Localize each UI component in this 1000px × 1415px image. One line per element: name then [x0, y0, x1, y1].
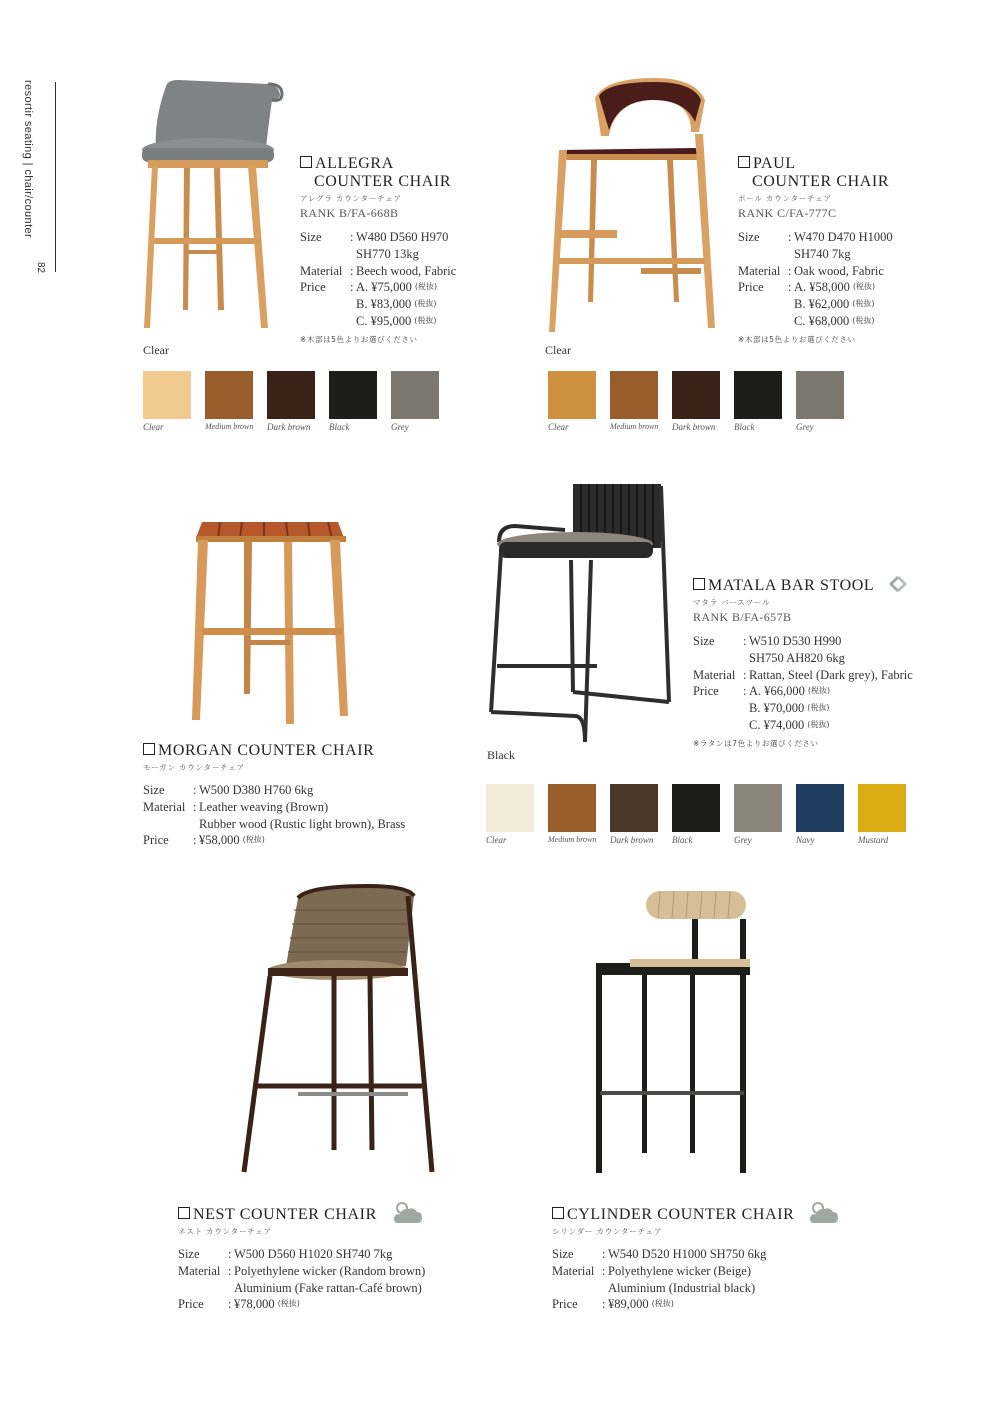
cylinder-title: CYLINDER COUNTER CHAIR: [552, 1206, 852, 1224]
swatch-medium-brown: [205, 371, 253, 419]
nest-kana: ネスト カウンターチェア: [178, 1227, 272, 1236]
running-header: resortir seating | chair/counter: [22, 80, 34, 239]
paul-chair-image: [545, 70, 725, 340]
swatch-label: Black: [329, 422, 350, 432]
allegra-info: [300, 155, 490, 345]
paul-note: ※木部は5色よりお選びください: [738, 334, 856, 344]
outdoor-weather-icon: [808, 1199, 840, 1225]
matala-rank: RANK B/FA-657B: [693, 610, 792, 624]
swatch-dark-brown: [267, 371, 315, 419]
paul-image-caption: Clear: [545, 343, 571, 357]
matala-title: MATALA BAR STOOL: [693, 577, 973, 595]
checkbox-icon: [178, 1207, 190, 1219]
swatch-label: Grey: [734, 835, 752, 845]
swatch-dark-brown: [610, 784, 658, 832]
swatch-clear: [548, 371, 596, 419]
page-number: 82: [35, 262, 46, 274]
matala-note: ※ラタンは7色よりお選びください: [693, 738, 819, 748]
checkbox-icon: [693, 578, 705, 590]
allegra-specs: Size : W480 D560 H970 SH770 13kg Material : Beech wood, Fabric Price : A. ¥75,000 (税抜) B. ¥83,000 (税抜) C. ¥95,000 (税抜): [300, 230, 457, 328]
swatch-dark-brown: [672, 371, 720, 419]
swatch-label: Medium brown: [205, 422, 254, 431]
swatch-label: Clear: [548, 422, 569, 432]
swatch-grey: [796, 371, 844, 419]
swatch-black: [329, 371, 377, 419]
morgan-chair-image: [180, 510, 360, 730]
stackable-arrows-icon: [885, 572, 911, 596]
allegra-image-caption: Clear: [143, 343, 169, 357]
checkbox-icon: [143, 743, 155, 755]
paul-kana: ポール カウンターチェア: [738, 194, 832, 203]
swatch-black: [734, 371, 782, 419]
nest-title: NEST COUNTER CHAIR: [178, 1206, 478, 1224]
swatch-black: [672, 784, 720, 832]
checkbox-icon: [300, 156, 312, 168]
nest-info: [178, 1206, 478, 1313]
swatch-label: Grey: [796, 422, 814, 432]
matala-info: [693, 577, 973, 749]
side-rule: [55, 82, 56, 272]
outdoor-weather-icon: [392, 1199, 424, 1225]
allegra-note: ※木部は5色よりお選びください: [300, 334, 418, 344]
allegra-kana: アレグラ カウンターチェア: [300, 194, 402, 203]
morgan-kana: モーガン カウンターチェア: [143, 763, 245, 772]
swatch-label: Medium brown: [548, 835, 597, 844]
swatch-label: Clear: [143, 422, 164, 432]
paul-info: [738, 155, 948, 345]
swatch-label: Dark brown: [610, 835, 654, 845]
swatch-grey: [734, 784, 782, 832]
swatch-label: Navy: [796, 835, 815, 845]
paul-rank: RANK C/FA-777C: [738, 206, 837, 220]
swatch-mustard: [858, 784, 906, 832]
checkbox-icon: [738, 156, 750, 168]
swatch-label: Black: [734, 422, 755, 432]
morgan-title: MORGAN COUNTER CHAIR: [143, 742, 443, 760]
matala-kana: マタラ バースツール: [693, 598, 771, 607]
swatch-label: Black: [672, 835, 693, 845]
allegra-title: ALLEGRA COUNTER CHAIR: [300, 155, 490, 191]
swatch-label: Grey: [391, 422, 409, 432]
swatch-label: Dark brown: [267, 422, 311, 432]
morgan-info: [143, 742, 443, 849]
nest-chair-image: [238, 880, 438, 1180]
swatch-medium-brown: [610, 371, 658, 419]
swatch-medium-brown: [548, 784, 596, 832]
cylinder-specs: Size : W540 D520 H1000 SH750 6kg Material : Polyethylene wicker (Beige) Aluminium (Industrial black) Price : ¥89,000 (税抜): [552, 1247, 767, 1312]
nest-specs: Size : W500 D560 H1020 SH740 7kg Material : Polyethylene wicker (Random brown) Aluminium (Fake rattan-Café brown) Price : ¥78,000 (税抜): [178, 1247, 426, 1312]
allegra-rank: RANK B/FA-668B: [300, 206, 399, 220]
swatch-navy: [796, 784, 844, 832]
matala-image-caption: Black: [487, 748, 515, 762]
allegra-chair-image: [128, 70, 298, 340]
swatch-clear: [143, 371, 191, 419]
swatch-label: Medium brown: [610, 422, 659, 431]
swatch-label: Clear: [486, 835, 507, 845]
checkbox-icon: [552, 1207, 564, 1219]
swatch-label: Mustard: [858, 835, 889, 845]
matala-stool-image: [485, 480, 675, 750]
paul-specs: Size : W470 D470 H1000 SH740 7kg Material : Oak wood, Fabric Price : A. ¥58,000 (税抜) B. ¥62,000 (税抜) C. ¥68,000 (税抜): [738, 230, 893, 328]
cylinder-chair-image: [590, 885, 760, 1180]
matala-specs: Size : W510 D530 H990 SH750 AH820 6kg Material : Rattan, Steel (Dark grey), Fabric Price : A. ¥66,000 (税抜) B. ¥70,000 (税抜) C. ¥74,000 (税抜): [693, 634, 913, 732]
swatch-clear: [486, 784, 534, 832]
cylinder-info: [552, 1206, 852, 1313]
morgan-specs: Size : W500 D380 H760 6kg Material : Leather weaving (Brown) Rubber wood (Rustic light brown), Brass Price : ¥58,000 (税抜): [143, 783, 406, 848]
cylinder-kana: シリンダー カウンターチェア: [552, 1227, 663, 1236]
swatch-label: Dark brown: [672, 422, 716, 432]
paul-title: PAUL COUNTER CHAIR: [738, 155, 948, 191]
swatch-grey: [391, 371, 439, 419]
